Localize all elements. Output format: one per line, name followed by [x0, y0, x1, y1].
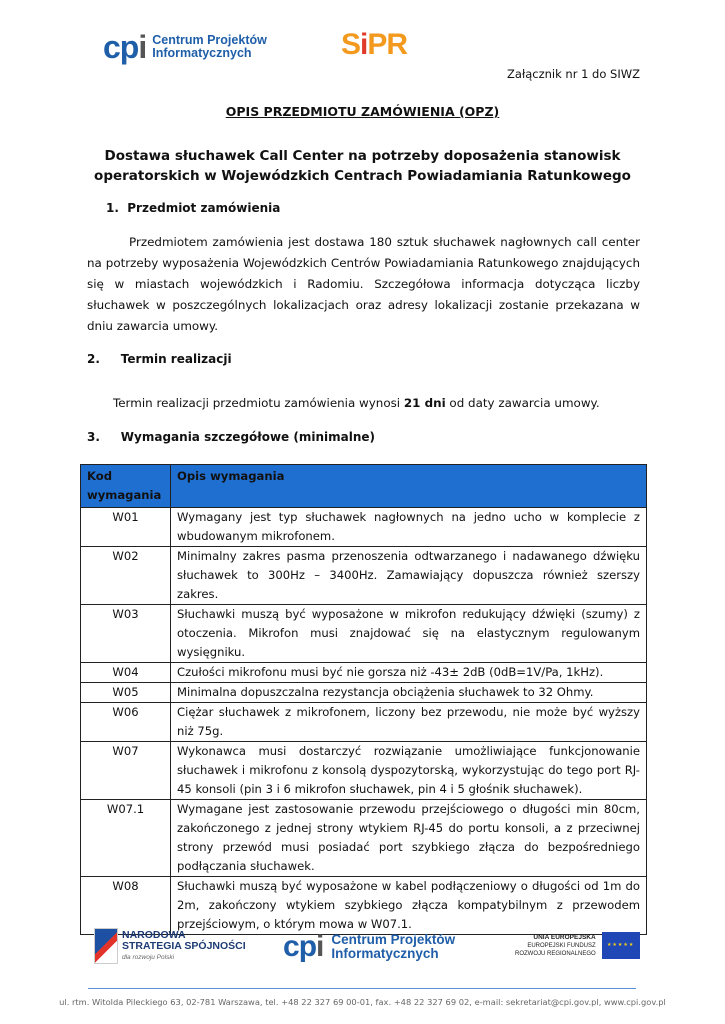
header-code: Kod wymagania — [81, 465, 171, 508]
row-code: W07.1 — [81, 800, 171, 877]
table-row — [81, 800, 647, 877]
section-1-text: Przedmiotem zamówienia jest dostawa 180 sztuk słuchawek nagłownych call center na potrzeby wyposażenia Wojewódzkich Centrów Powiadamiania Ratunkowego znajdujących się w miastach wojewódzkich i Radomiu. Szczegółowa informacja dotycząca liczby słuchawek w poszczególnych lokalizacjach oraz adresy lokalizacji zostanie przekazana w dniu zawarcia umowy. — [87, 235, 640, 333]
row-code: W02 — [81, 547, 171, 605]
cpi-logo-line1: Centrum Projektów — [152, 33, 267, 47]
row-code: W07 — [81, 742, 171, 800]
table-header-row — [81, 465, 647, 508]
table-row — [81, 683, 647, 703]
ns-flag-icon — [94, 928, 118, 964]
eu-logo: UNIA EUROPEJSKA EUROPEJSKI FUNDUSZ ROZWOJU REGIONALNEGO ★★★★★ — [515, 932, 640, 959]
section-2-title: 2. Termin realizacji — [87, 352, 232, 366]
document-subject: Dostawa słuchawek Call Center na potrzeby doposażenia stanowisk operatorskich w Wojewódzkich Centrach Powiadamiania Ratunkowego — [94, 148, 631, 184]
narodowa-strategia-logo: NARODOWA STRATEGIA SPÓJNOŚCI dla rozwoju Polski — [94, 928, 246, 964]
row-description: Czułości mikrofonu musi być nie gorsza niż -43± 2dB (0dB=1V/Pa, 1kHz). — [171, 663, 647, 683]
row-code: W03 — [81, 605, 171, 663]
document-title: OPIS PRZEDMIOTU ZAMÓWIENIA (OPZ) — [225, 104, 500, 119]
row-description: Wykonawca musi dostarczyć rozwiązanie umożliwiające funkcjonowanie słuchawek i mikrofonu z konsolą dyspozytorską, wykorzystując do tego port RJ-45 konsoli (pin 3 i 6 mikrofon słuchawek, pin 4 i 5 głośnik słuchawek). — [171, 742, 647, 800]
cpi-logo-mark: cpi — [103, 29, 147, 65]
cpi-logo — [103, 30, 267, 64]
eu-flag-icon: ★★★★★ — [602, 932, 640, 959]
row-code: W08 — [81, 877, 171, 935]
row-description: Wymagany jest typ słuchawek nagłownych na jedno ucho w komplecie z wbudowanym mikrofonem. — [171, 508, 647, 547]
section-1-title: 1. Przedmiot zamówienia — [106, 201, 281, 215]
row-description: Wymagane jest zastosowanie przewodu przejściowego o długości min 80cm, zakończonego z jednej strony wtykiem RJ-45 do portu konsoli, a z przeciwnej strony przewód musi posiadać port szybkiego złącza do bezpośredniego podłączania słuchawek. — [171, 800, 647, 877]
table-row — [81, 663, 647, 683]
requirements-table — [80, 464, 647, 935]
cpi-footer-logo: cpi Centrum Projektów Informatycznych — [283, 930, 456, 963]
table-row — [81, 547, 647, 605]
row-description: Słuchawki muszą być wyposażone w mikrofon redukujący dźwięki (szumy) z otoczenia. Mikrofon musi znajdować się na elastycznym regulowanym wysięgniku. — [171, 605, 647, 663]
row-code: W01 — [81, 508, 171, 547]
annex-label: Załącznik nr 1 do SIWZ — [507, 67, 640, 81]
cpi-logo-line2: Informatycznych — [152, 46, 252, 60]
header-description: Opis wymagania — [171, 465, 647, 508]
term-days: 21 dni — [403, 396, 446, 410]
footer-address: ul. rtm. Witolda Pileckiego 63, 02-781 Warszawa, tel. +48 22 327 69 00-01, fax. +48 22 327 69 02, e-mail: sekretariat@cpi.gov.pl, www.cpi.gov.pl — [59, 997, 666, 1007]
section-3-title: 3. Wymagania szczegółowe (minimalne) — [87, 430, 376, 444]
table-row — [81, 877, 647, 935]
table-row — [81, 742, 647, 800]
footer-divider — [88, 988, 636, 989]
row-description: Minimalny zakres pasma przenoszenia odtwarzanego i nadawanego dźwięku słuchawek to 300Hz – 3400Hz. Zamawiający dopuszcza również szerszy zakres. — [171, 547, 647, 605]
row-code: W06 — [81, 703, 171, 742]
row-code: W05 — [81, 683, 171, 703]
table-row — [81, 605, 647, 663]
section-2-text: Termin realizacji przedmiotu zamówienia wynosi 21 dni od daty zawarcia umowy. — [113, 396, 600, 410]
row-code: W04 — [81, 663, 171, 683]
row-description: Ciężar słuchawek z mikrofonem, liczony bez przewodu, nie może być wyższy niż 75g. — [171, 703, 647, 742]
table-row — [81, 703, 647, 742]
row-description: Minimalna dopuszczalna rezystancja obciążenia słuchawek to 32 Ohmy. — [171, 683, 647, 703]
row-description: Słuchawki muszą być wyposażone w kabel podłączeniowy o długości od 1m do 2m, zakończony wtykiem szybkiego złącza kompatybilnym z przewodem przejściowym, o którym mowa w W07.1. — [171, 877, 647, 935]
table-row — [81, 508, 647, 547]
sipr-logo: SiPR — [341, 28, 408, 61]
